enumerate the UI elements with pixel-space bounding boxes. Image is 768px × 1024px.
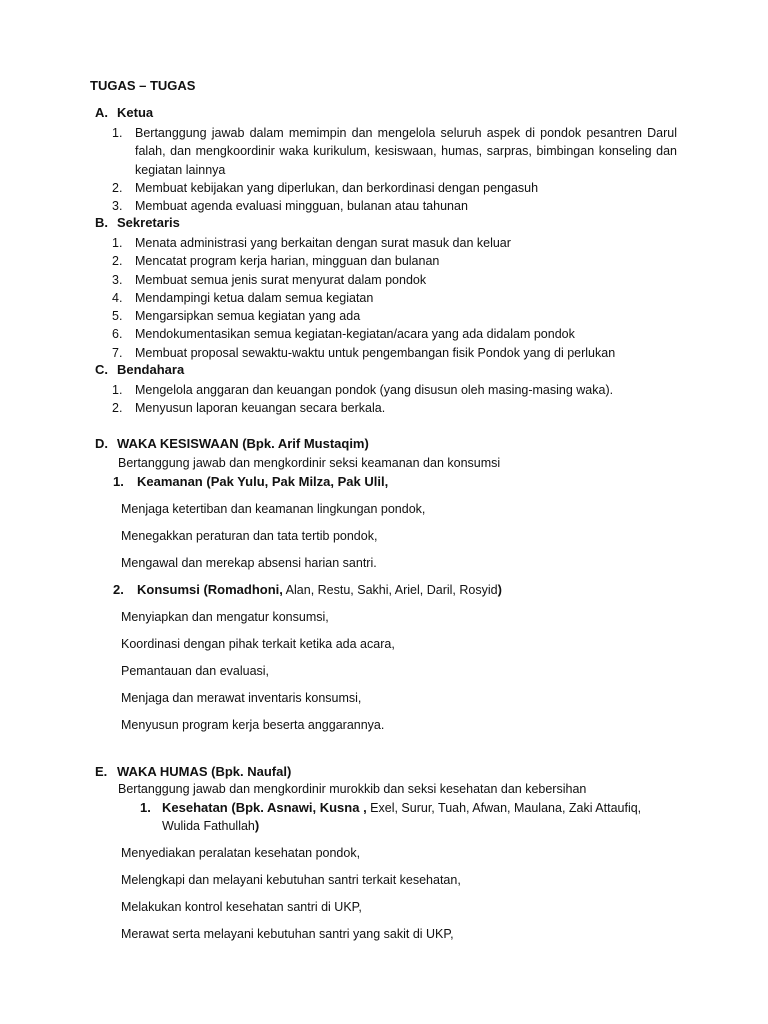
section-e-letter: E. — [95, 764, 108, 779]
section-c-heading — [95, 362, 184, 377]
section-e-sub1-heading: 1. Kesehatan (Bpk. Asnawi, Kusna , Exel, Surur, Tuah, Afwan, Maulana, Zaki Attaufiq, — [140, 800, 642, 815]
list-item: 2. Membuat kebijakan yang diperlukan, dan berkordinasi dengan pengasuh — [112, 180, 539, 195]
paragraph: Mengawal dan merekap absensi harian santri. — [121, 556, 377, 570]
section-d-intro: Bertanggung jawab dan mengkordinir seksi keamanan dan konsumsi — [118, 456, 501, 470]
list-item: 6. Mendokumentasikan semua kegiatan-kegiatan/acara yang ada didalam pondok — [112, 327, 575, 342]
section-e-heading — [95, 764, 291, 779]
list-item: 2. Mencatat program kerja harian, mingguan dan bulanan — [112, 254, 440, 269]
list-item: 5. Mengarsipkan semua kegiatan yang ada — [112, 309, 361, 324]
section-b-list — [112, 234, 615, 362]
paragraph: Melakukan kontrol kesehatan santri di UKP, — [121, 900, 362, 914]
section-c-title: Bendahara — [117, 362, 185, 377]
paragraph: Menyiapkan dan mengatur konsumsi, — [121, 610, 329, 624]
list-item: 2. Menyusun laporan keuangan secara berkala. — [112, 401, 386, 416]
list-item: 1. Bertanggung jawab dalam memimpin dan mengelola seluruh aspek di pondok pesantren Darul falah, dan mengkoordinir waka kurikulum, kesiswaan, humas, sarpras, bimbingan konseling dan kegiatan lainnya — [112, 126, 677, 177]
paragraph: Pemantauan dan evaluasi, — [121, 664, 270, 678]
paragraph: Menjaga ketertiban dan keamanan lingkungan pondok, — [121, 502, 426, 516]
section-c-list — [112, 381, 613, 418]
section-e-intro: Bertanggung jawab dan mengkordinir murokkib dan seksi kesehatan dan kebersihan — [118, 782, 587, 796]
paragraph: Menjaga dan merawat inventaris konsumsi, — [121, 691, 362, 705]
section-d-heading — [95, 436, 369, 451]
section-b-letter: B. — [95, 215, 108, 230]
list-item: 1. Mengelola anggaran dan keuangan pondok (yang disusun oleh masing-masing waka). — [112, 383, 614, 397]
section-a-letter: A. — [95, 105, 108, 120]
list-item: 3. Membuat semua jenis surat menyurat dalam pondok — [112, 272, 427, 287]
section-a-title: Ketua — [117, 105, 154, 120]
section-d-sub1-heading: 1. Keamanan (Pak Yulu, Pak Milza, Pak Ulil, — [113, 474, 389, 489]
section-e-sub1-heading-line2: Wulida Fathullah) — [162, 818, 260, 833]
section-c-letter: C. — [95, 362, 108, 377]
section-a-list — [112, 124, 677, 215]
document-title: TUGAS – TUGAS — [90, 78, 196, 93]
paragraph: Menyediakan peralatan kesehatan pondok, — [121, 846, 361, 860]
section-d-sub2-heading: 2. Konsumsi (Romadhoni, Alan, Restu, Sakhi, Ariel, Daril, Rosyid) — [113, 582, 502, 597]
section-d-title: WAKA KESISWAAN (Bpk. Arif Mustaqim) — [117, 436, 369, 451]
list-item: 3. Membuat agenda evaluasi mingguan, bulanan atau tahunan — [112, 199, 468, 214]
paragraph: Menegakkan peraturan dan tata tertib pondok, — [121, 529, 378, 543]
list-item: 4. Mendampingi ketua dalam semua kegiatan — [112, 290, 374, 305]
section-e-title: WAKA HUMAS (Bpk. Naufal) — [117, 764, 292, 779]
paragraph: Menyusun program kerja beserta anggarannya. — [121, 718, 385, 732]
section-d-letter: D. — [95, 436, 108, 451]
paragraph: Melengkapi dan melayani kebutuhan santri terkait kesehatan, — [121, 873, 461, 887]
list-item: 1. Menata administrasi yang berkaitan dengan surat masuk dan keluar — [112, 236, 511, 250]
section-b-title: Sekretaris — [117, 215, 180, 230]
section-b-heading — [95, 215, 180, 230]
paragraph: Koordinasi dengan pihak terkait ketika ada acara, — [121, 637, 395, 651]
paragraph: Merawat serta melayani kebutuhan santri yang sakit di UKP, — [121, 927, 454, 941]
section-a-heading — [95, 105, 153, 120]
list-item: 7. Membuat proposal sewaktu-waktu untuk pengembangan fisik Pondok yang di perlukan — [112, 345, 616, 360]
